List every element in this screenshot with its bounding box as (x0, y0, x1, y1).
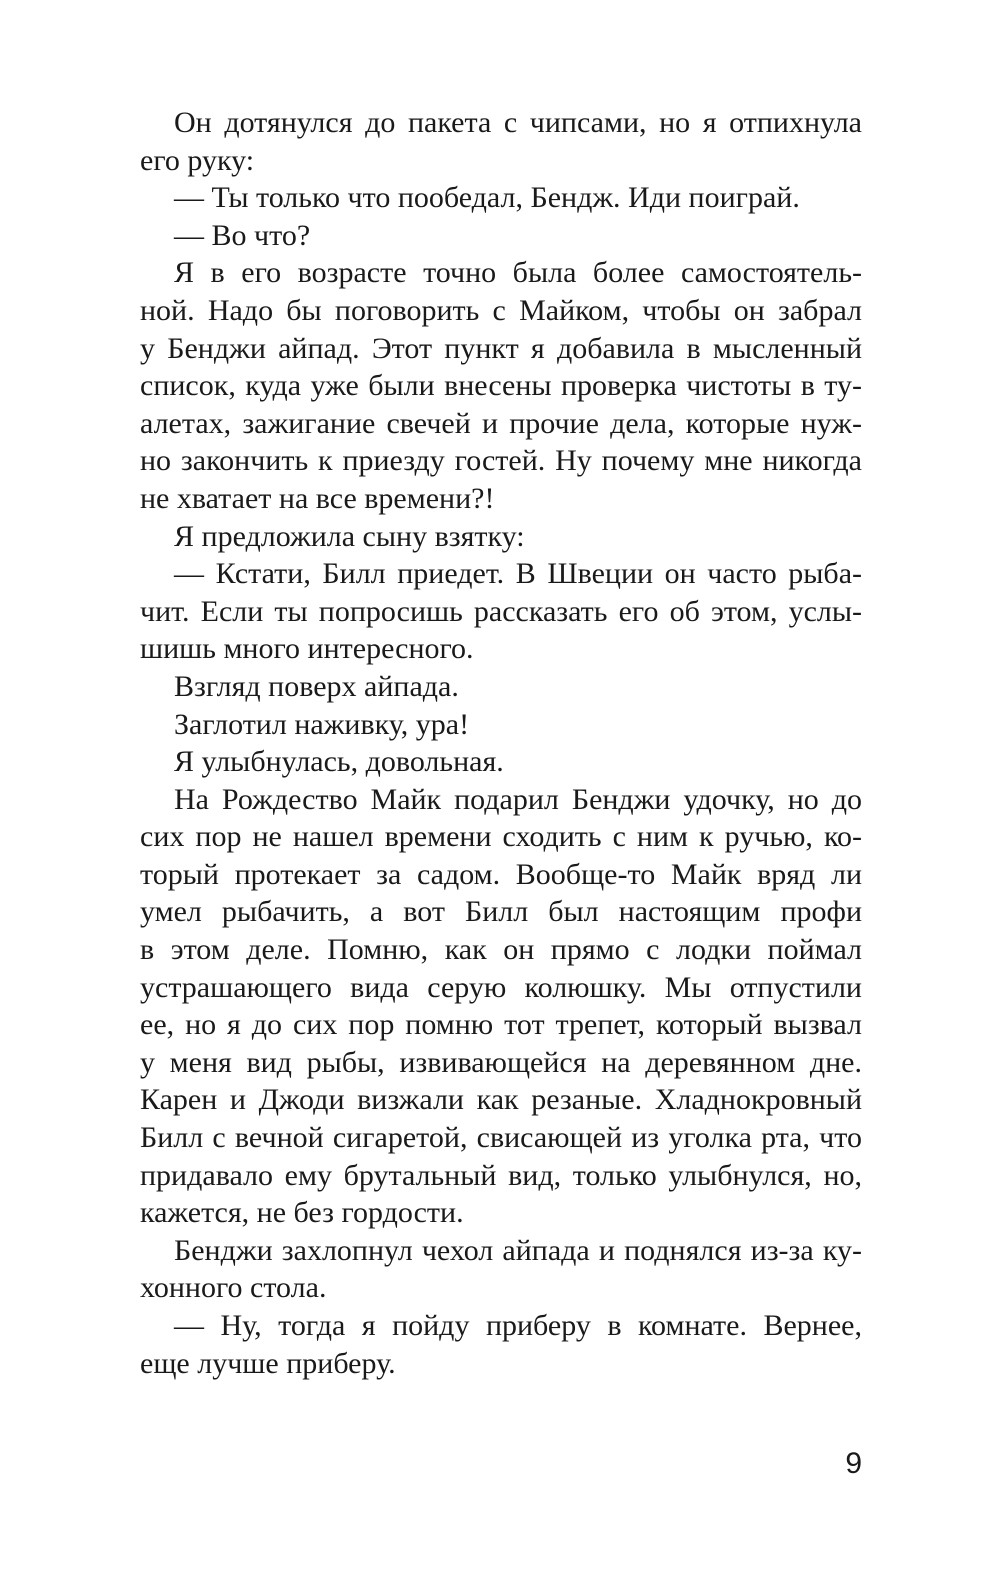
text-line: — Ну, тогда я пойду приберу в комнате. Вернее, (174, 1309, 862, 1342)
text-line: — Во что? (174, 218, 311, 252)
text-line: Я в его возрасте точно была более самостоятель- (174, 256, 862, 290)
text-line: — Кстати, Билл приедет. В Швеции он часто рыба- (174, 557, 862, 591)
text-line: хонного стола. (140, 1271, 327, 1305)
text-line: еще лучше приберу. (140, 1346, 396, 1380)
text-line: у меня вид рыбы, извивающейся на деревянном дне. (140, 1045, 862, 1079)
text-line: в этом деле. Помню, как он прямо с лодки поймал (140, 933, 862, 967)
text-line: Я предложила сыну взятку: (174, 519, 525, 553)
text-line: ной. Надо бы поговорить с Майком, чтобы он забрал (140, 293, 862, 327)
text-line: список, куда уже были внесены проверка чистоты в ту- (140, 369, 862, 403)
page-number: 9 (845, 1447, 862, 1480)
text-line: чит. Если ты попросишь рассказать его об этом, услы- (140, 594, 862, 628)
text-line: его руку: (140, 143, 255, 177)
text-line: Карен и Джоди визжали как резаные. Хладнокровный (140, 1083, 862, 1117)
text-line: но закончить к приезду гостей. Ну почему мне никогда (140, 444, 862, 478)
text-line: придавало ему брутальный вид, только улыбнулся, но, (140, 1158, 862, 1192)
text-line: у Бенджи айпад. Этот пункт я добавила в мысленный (140, 331, 862, 365)
text-line: Он дотянулся до пакета с чипсами, но я отпихнула (174, 106, 862, 139)
text-line: — Ты только что пообедал, Бендж. Иди поиграй. (174, 181, 800, 215)
text-line: На Рождество Майк подарил Бенджи удочку, но до (174, 782, 862, 816)
text-line: Билл с вечной сигаретой, свисающей из уголка рта, что (140, 1121, 862, 1155)
text-line: Заглотил наживку, ура! (174, 707, 470, 741)
text-line: ее, но я до сих пор помню тот трепет, который вызвал (140, 1008, 862, 1042)
body-text (140, 104, 862, 1382)
text-line: умел рыбачить, а вот Билл был настоящим профи (140, 895, 862, 929)
text-line: Я улыбнулась, довольная. (174, 745, 504, 779)
text-line: устрашающего вида серую колюшку. Мы отпустили (140, 970, 862, 1004)
text-line: сих пор не нашел времени сходить с ним к ручью, ко- (140, 820, 862, 854)
text-line: не хватает на все времени?! (140, 481, 495, 515)
text-line: алетах, зажигание свечей и прочие дела, которые нуж- (140, 406, 862, 440)
text-line: шишь много интересного. (140, 632, 474, 666)
text-line: Взгляд поверх айпада. (174, 669, 459, 703)
text-line: торый протекает за садом. Вообще-то Майк вряд ли (140, 857, 862, 891)
text-line: Бенджи захлопнул чехол айпада и поднялся из-за ку- (174, 1233, 862, 1267)
text-line: кажется, не без гордости. (140, 1196, 464, 1230)
